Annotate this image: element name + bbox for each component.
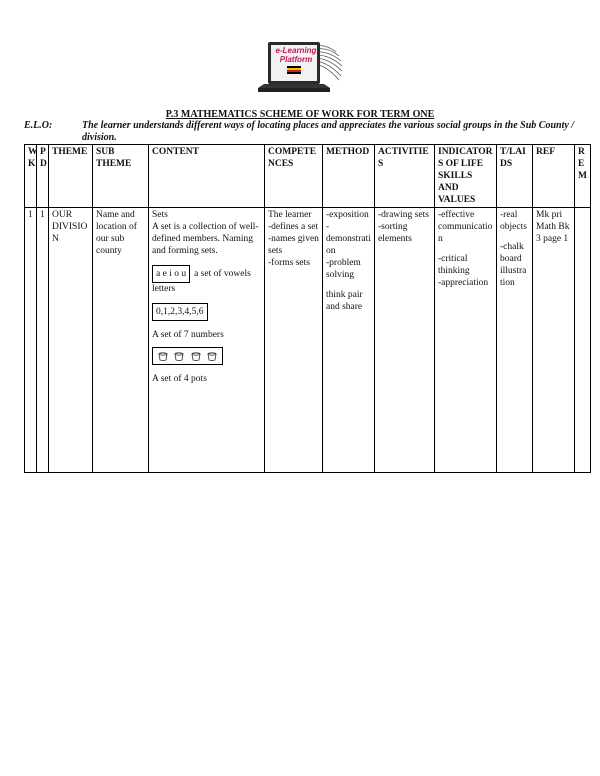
header-ref: REF xyxy=(533,145,575,208)
header-tlaids: T/LAIDS xyxy=(497,145,533,208)
pot-set-caption: A set of 4 pots xyxy=(152,374,207,385)
logo-line-1: e-Learning xyxy=(275,46,317,55)
pot-icon xyxy=(206,350,218,362)
elearning-platform-logo xyxy=(254,40,346,106)
cell-method xyxy=(323,208,375,473)
page-title: P.3 MATHEMATICS SCHEME OF WORK FOR TERM ONE xyxy=(165,109,435,120)
activity-line: -drawing sets xyxy=(378,210,429,220)
header-method: METHOD xyxy=(323,145,375,208)
header-pd: PD xyxy=(37,145,49,208)
table-header-row xyxy=(25,145,591,208)
competence-line: -forms sets xyxy=(268,258,310,268)
pot-set-box xyxy=(152,347,223,365)
header-competences: COMPETENCES xyxy=(265,145,323,208)
method-line: -demonstration xyxy=(326,222,371,256)
header-indicators: INDICATORS OF LIFE SKILLS AND VALUES xyxy=(435,145,497,208)
header-wk: WK xyxy=(25,145,37,208)
method-line: think pair and share xyxy=(326,290,363,312)
cell-pd: 1 xyxy=(37,208,49,473)
header-theme: THEME xyxy=(49,145,93,208)
content-intro: A set is a collection of well-defined members. Naming and forming sets. xyxy=(152,222,259,256)
header-sub-theme: SUB THEME xyxy=(93,145,149,208)
indicator-line: -appreciation xyxy=(438,278,489,288)
table-row xyxy=(25,208,591,473)
cell-rem xyxy=(575,208,591,473)
cell-tlaids xyxy=(497,208,533,473)
tlaid-line: -real objects xyxy=(500,210,527,232)
competence-line: The learner xyxy=(268,210,312,220)
vowel-set-caption: a set of vowels letters xyxy=(152,269,251,294)
header-rem: REM xyxy=(575,145,591,208)
header-content: CONTENT xyxy=(149,145,265,208)
competence-line: -defines a set xyxy=(268,222,319,232)
elo-text: The learner understands different ways of locating places and appreciates the various social groups in the Sub County / division. xyxy=(82,120,575,143)
logo-line-2: Platform xyxy=(279,55,313,64)
cell-ref: Mk pri Math Bk 3 page 1 xyxy=(533,208,575,473)
cell-activities xyxy=(375,208,435,473)
cell-sub-theme: Name and location of our sub county xyxy=(93,208,149,473)
pot-icon xyxy=(173,350,185,362)
pot-icon xyxy=(190,350,202,362)
cell-theme: OUR DIVISION xyxy=(49,208,93,473)
pot-icon xyxy=(157,350,169,362)
tlaid-line: -chalk board illustration xyxy=(500,242,527,288)
activity-line: -sorting elements xyxy=(378,222,412,244)
vowel-set-example xyxy=(152,265,261,295)
scheme-of-work-table xyxy=(24,144,591,473)
logo-wordmark xyxy=(272,46,320,64)
elo-label: E.L.O: xyxy=(24,120,53,131)
method-line: -exposition xyxy=(326,210,369,220)
cell-wk: 1 xyxy=(25,208,37,473)
cell-competences xyxy=(265,208,323,473)
indicator-line: -effective communication xyxy=(438,210,493,244)
method-line: -problem solving xyxy=(326,258,361,280)
number-set-box: 0,1,2,3,4,5,6 xyxy=(152,303,208,321)
cell-content xyxy=(149,208,265,473)
vowel-set-box: a e i o u xyxy=(152,265,190,283)
content-heading: Sets xyxy=(152,210,168,220)
cell-indicators xyxy=(435,208,497,473)
competence-line: -names given sets xyxy=(268,234,319,256)
indicator-line: -critical thinking xyxy=(438,254,470,276)
header-activities: ACTIVITIES xyxy=(375,145,435,208)
number-set-caption: A set of 7 numbers xyxy=(152,330,224,340)
